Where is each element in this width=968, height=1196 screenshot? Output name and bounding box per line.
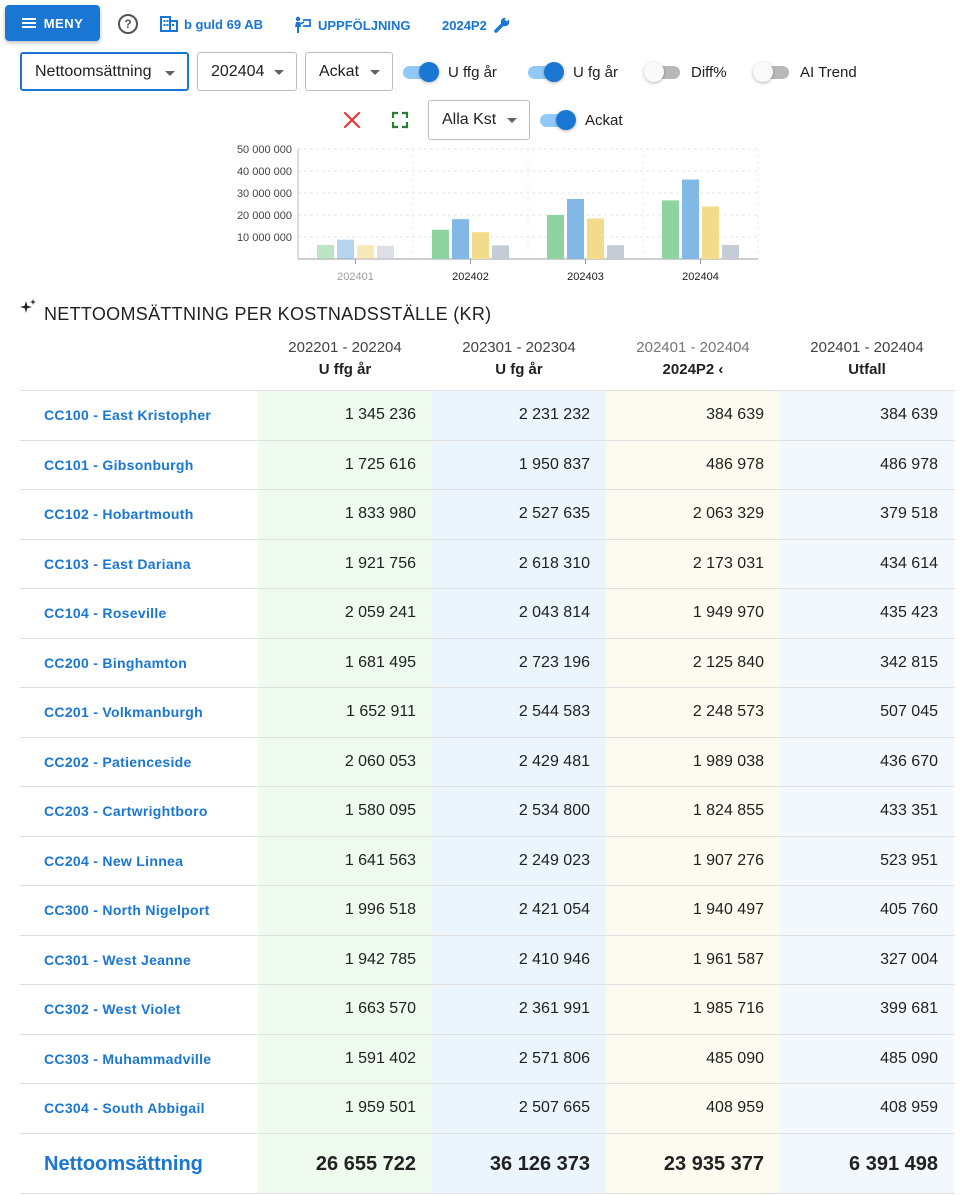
toggle-label: Diff% (691, 63, 727, 81)
table-row (20, 639, 955, 689)
period-select-value: 202404 (211, 62, 265, 80)
table-cell: 434 614 (780, 540, 954, 589)
cost-center-link[interactable]: CC100 - East Kristopher (44, 407, 212, 423)
total-label[interactable]: Nettoomsättning (44, 1152, 203, 1175)
chart-bar (567, 199, 584, 259)
table-cell: 433 351 (780, 787, 954, 836)
table-cell: 2 249 023 (432, 837, 606, 886)
column-header-utfall[interactable] (780, 334, 954, 378)
table-cell: 2 421 054 (432, 886, 606, 935)
toggle-ackat[interactable] (538, 110, 623, 130)
y-tick-label: 20 000 000 (236, 210, 292, 222)
toggle-switch[interactable] (401, 62, 439, 82)
table-cell: 1 681 495 (258, 639, 432, 688)
table-cell: 2 231 232 (432, 391, 606, 440)
mode-select[interactable] (305, 52, 393, 91)
toggle-switch[interactable] (538, 110, 576, 130)
table-cell: 1 942 785 (258, 936, 432, 985)
table-cell: 1 950 837 (432, 441, 606, 490)
chart-bar (432, 230, 449, 259)
toggle-label: U ffg år (448, 63, 497, 81)
table-cell: 1 725 616 (258, 441, 432, 490)
table-cell: 1 345 236 (258, 391, 432, 440)
table-row (20, 787, 955, 837)
table-cell: 2 507 665 (432, 1084, 606, 1133)
cost-center-link[interactable]: CC200 - Binghamton (44, 654, 188, 671)
table-row (20, 1084, 955, 1134)
chart-bar (377, 246, 394, 259)
toggle-u-ffg-ar[interactable] (401, 62, 497, 82)
chart-bar (722, 245, 739, 259)
table-cell: 486 978 (606, 441, 780, 490)
help-icon[interactable]: ? (118, 14, 138, 34)
sparkle-icon[interactable] (20, 299, 36, 315)
close-icon[interactable] (342, 110, 362, 130)
chevron-down-icon (165, 71, 175, 76)
table-cell: 384 639 (780, 391, 954, 440)
table-cell: 2 173 031 (606, 540, 780, 589)
column-header-u-ffg-ar[interactable] (258, 334, 432, 378)
column-header-u-fg-ar[interactable] (432, 334, 606, 378)
x-tick-label: 202403 (567, 271, 604, 283)
top-bar (0, 0, 968, 46)
y-tick-label: 50 000 000 (236, 144, 292, 156)
column-range: 202401 - 202404 (636, 339, 750, 356)
table-cell: 1 985 716 (606, 985, 780, 1034)
total-cell: 36 126 373 (432, 1134, 606, 1193)
table-cell: 2 534 800 (432, 787, 606, 836)
chart-bar (472, 232, 489, 259)
chart-bar (662, 200, 679, 259)
menu-button-label: MENY (43, 15, 84, 31)
column-label: Utfall (848, 361, 886, 378)
table-cell: 384 639 (606, 391, 780, 440)
toggle-switch[interactable] (644, 62, 682, 82)
table-cell: 2 544 583 (432, 688, 606, 737)
table-cell: 2 059 241 (258, 589, 432, 638)
table-cell: 2 361 991 (432, 985, 606, 1034)
table-row (20, 688, 955, 738)
table-row (20, 391, 955, 441)
table-cell: 1 949 970 (606, 589, 780, 638)
table-cell: 1 989 038 (606, 738, 780, 787)
table-row (20, 936, 955, 986)
bar-chart (210, 143, 770, 293)
table-cell: 2 429 481 (432, 738, 606, 787)
chart-bar (682, 180, 699, 259)
chevron-down-icon (507, 118, 517, 123)
table-cell: 485 090 (606, 1035, 780, 1084)
toggle-label: AI Trend (800, 63, 857, 81)
fullscreen-icon[interactable] (391, 111, 409, 129)
toggle-diff-percent[interactable] (644, 62, 727, 82)
column-range: 202401 - 202404 (810, 339, 924, 356)
cost-center-link[interactable]: CC300 - North Nigelport (44, 902, 210, 918)
chart-bar (317, 245, 334, 259)
cost-center-table (20, 334, 955, 1194)
table-cell: 408 959 (780, 1084, 954, 1133)
total-cell: 23 935 377 (606, 1134, 780, 1193)
cost-center-link[interactable]: CC301 - West Jeanne (44, 951, 192, 968)
table-cell: 1 959 501 (258, 1084, 432, 1133)
toggle-label: Ackat (585, 111, 623, 129)
table-row (20, 540, 955, 590)
chart-bar (357, 245, 374, 259)
toggle-ai-trend[interactable] (753, 62, 857, 82)
table-cell: 1 996 518 (258, 886, 432, 935)
table-cell: 1 921 756 (258, 540, 432, 589)
table-row (20, 441, 955, 491)
table-total-row (20, 1134, 955, 1194)
chart-bar (547, 215, 564, 259)
table-row (20, 738, 955, 788)
cost-center-link[interactable]: CC104 - Roseville (44, 605, 167, 621)
table-cell: 2 125 840 (606, 639, 780, 688)
followup-link[interactable] (292, 16, 410, 34)
total-cell: 26 655 722 (258, 1134, 432, 1193)
cost-center-link[interactable]: CC101 - Gibsonburgh (44, 456, 194, 473)
followup-icon (292, 16, 312, 34)
period-select[interactable] (197, 52, 297, 91)
table-header (20, 334, 955, 391)
y-tick-label: 10 000 000 (236, 232, 292, 244)
table-cell: 327 004 (780, 936, 954, 985)
table-cell: 1 961 587 (606, 936, 780, 985)
table-cell: 436 670 (780, 738, 954, 787)
toggle-switch[interactable] (526, 62, 564, 82)
chevron-down-icon (274, 70, 284, 75)
table-cell: 405 760 (780, 886, 954, 935)
table-cell: 1 580 095 (258, 787, 432, 836)
section-title: NETTOOMSÄTTNING PER KOSTNADSSTÄLLE (KR) (44, 304, 492, 324)
table-cell: 486 978 (780, 441, 954, 490)
table-cell: 1 591 402 (258, 1035, 432, 1084)
table-cell: 2 043 814 (432, 589, 606, 638)
table-row (20, 1035, 955, 1085)
cost-center-link[interactable]: CC302 - West Violet (44, 1001, 181, 1017)
chart-bar (492, 245, 509, 259)
cost-center-link[interactable]: CC203 - Cartwrightboro (44, 803, 208, 819)
x-tick-label: 202402 (452, 271, 489, 283)
menu-button[interactable] (5, 5, 100, 41)
table-cell: 2 571 806 (432, 1035, 606, 1084)
table-cell: 379 518 (780, 490, 954, 539)
table-cell: 523 951 (780, 837, 954, 886)
column-header-budget[interactable] (606, 334, 780, 378)
chart-bar (587, 219, 604, 259)
chart-bar (452, 219, 469, 259)
table-cell: 1 940 497 (606, 886, 780, 935)
table-row (20, 589, 955, 639)
toggle-switch[interactable] (753, 62, 791, 82)
table-cell: 1 824 855 (606, 787, 780, 836)
column-range: 202301 - 202304 (462, 339, 576, 356)
toggle-u-fg-ar[interactable] (526, 62, 618, 82)
toggle-label: U fg år (573, 63, 619, 81)
x-tick-label: 202401 (337, 271, 374, 283)
table-cell: 485 090 (780, 1035, 954, 1084)
table-cell: 408 959 (606, 1084, 780, 1133)
table-row (20, 837, 955, 887)
table-cell: 1 652 911 (258, 688, 432, 737)
table-cell: 2 248 573 (606, 688, 780, 737)
chart-bar (702, 206, 719, 259)
cost-center-link[interactable]: CC204 - New Linnea (44, 852, 184, 869)
table-cell: 2 618 310 (432, 540, 606, 589)
table-body (20, 391, 955, 1134)
table-cell: 435 423 (780, 589, 954, 638)
table-cell: 507 045 (780, 688, 954, 737)
table-row (20, 886, 955, 936)
cost-center-select-value: Alla Kst (442, 111, 497, 128)
company-link[interactable] (160, 16, 263, 32)
table-cell: 2 060 053 (258, 738, 432, 787)
chevron-down-icon (370, 70, 380, 75)
period-link[interactable] (442, 16, 511, 34)
table-cell: 342 815 (780, 639, 954, 688)
table-row (20, 490, 955, 540)
table-cell: 2 410 946 (432, 936, 606, 985)
table-cell: 2 063 329 (606, 490, 780, 539)
cost-center-link[interactable]: CC303 - Muhammadville (44, 1050, 212, 1067)
x-tick-label: 202404 (682, 271, 719, 283)
company-name: b guld 69 AB (184, 16, 263, 32)
table-row (20, 985, 955, 1035)
cost-center-link[interactable]: CC304 - South Abbigail (44, 1100, 205, 1116)
chart-bar (607, 245, 624, 259)
mode-select-value: Ackat (319, 62, 360, 80)
building-icon (160, 16, 178, 32)
column-label: 2024P2 ‹ (662, 361, 724, 378)
cost-center-select[interactable] (428, 100, 530, 140)
y-tick-label: 30 000 000 (236, 188, 292, 200)
column-label: U ffg år (318, 361, 372, 378)
table-cell: 2 723 196 (432, 639, 606, 688)
measure-select[interactable] (20, 52, 189, 91)
table-cell: 1 833 980 (258, 490, 432, 539)
period-label: 2024P2 (442, 17, 487, 33)
column-label: U fg år (495, 361, 543, 378)
column-range: 202201 - 202204 (288, 339, 402, 356)
wrench-icon (493, 16, 511, 34)
cost-center-link[interactable]: CC201 - Volkmanburgh (44, 704, 203, 720)
measure-select-value: Nettoomsättning (35, 62, 152, 80)
menu-icon (22, 16, 36, 30)
table-cell: 1 663 570 (258, 985, 432, 1034)
y-tick-label: 40 000 000 (236, 166, 292, 178)
table-cell: 1 641 563 (258, 837, 432, 886)
total-cell: 6 391 498 (780, 1134, 954, 1193)
followup-label: UPPFÖLJNING (318, 17, 411, 33)
cost-center-link[interactable]: CC103 - East Dariana (44, 555, 191, 572)
chart-bar (337, 240, 354, 259)
cost-center-link[interactable]: CC102 - Hobartmouth (44, 506, 194, 522)
table-cell: 1 907 276 (606, 837, 780, 886)
cost-center-link[interactable]: CC202 - Patienceside (44, 753, 192, 770)
table-cell: 399 681 (780, 985, 954, 1034)
table-cell: 2 527 635 (432, 490, 606, 539)
